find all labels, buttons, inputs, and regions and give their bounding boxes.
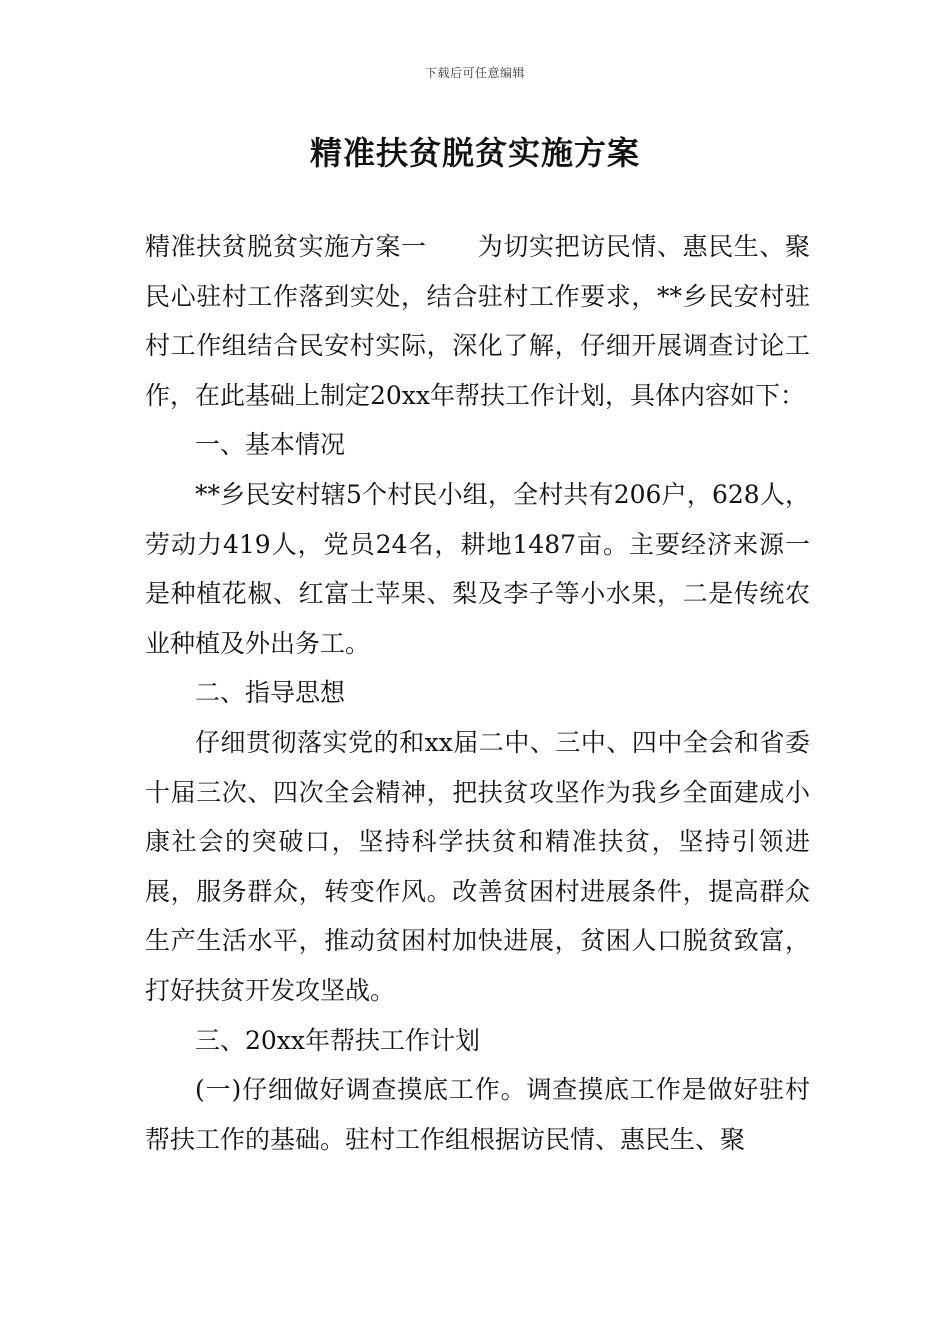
heading-guiding-thought: 二、指导思想 (195, 678, 346, 708)
heading-work-plan: 三、20xx年帮扶工作计划 (195, 1025, 481, 1055)
paragraph-guiding-thought: 仔细贯彻落实党的和xx届二中、三中、四中全会和省委十届三次、四次全会精神，把扶贫攻坚作为我乡全面建成小康社会的突破口，坚持科学扶贫和精准扶贫，坚持引领进展，服务群众，转变作风。改善贫困村进展条件，提高群众生产生活水平，推动贫困村加快进展，贫困人口脱贫致富，打好扶贫开发攻坚战。 (145, 727, 810, 1005)
document-title: 精准扶贫脱贫实施方案 (309, 134, 640, 172)
paragraph-work-plan-1: (一)仔细做好调查摸底工作。调查摸底工作是做好驻村帮扶工作的基础。驻村工作组根据访民情、惠民生、聚 (145, 1075, 810, 1154)
document-body (145, 222, 810, 1164)
header-note: 下载后可任意编辑 (424, 66, 525, 80)
paragraph-basic-situation: **乡民安村辖5个村民小组，全村共有206户，628人，劳动力419人，党员24名，耕地1487亩。主要经济来源一是种植花椒、红富士苹果、梨及李子等小水果，二是传统农业种植及外出务工。 (145, 479, 810, 658)
paragraph-intro: 精准扶贫脱贫实施方案一 为切实把访民情、惠民生、聚民心驻村工作落到实处，结合驻村工作要求，**乡民安村驻村工作组结合民安村实际，深化了解，仔细开展调查讨论工作，在此基础上制定20xx年帮扶工作计划，具体内容如下： (145, 232, 810, 410)
heading-basic-situation: 一、基本情况 (195, 430, 346, 460)
